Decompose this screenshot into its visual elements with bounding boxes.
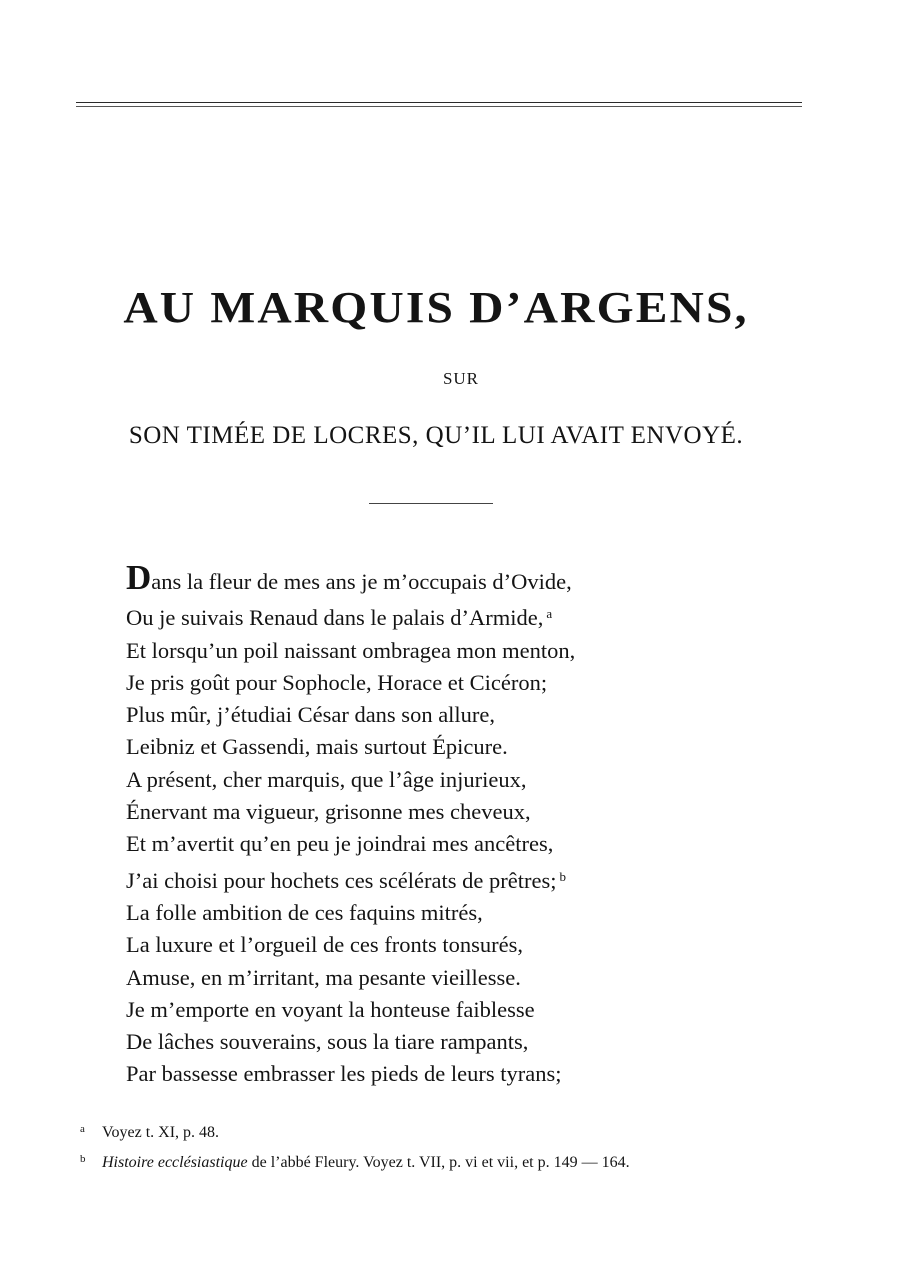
poem-line-text: J’ai choisi pour hochets ces scélérats de prêtres; — [126, 867, 557, 893]
footnote-ref-b[interactable]: b — [559, 868, 566, 884]
poem-line-11: La folle ambition de ces faquins mitrés, — [126, 899, 483, 925]
poem-line-16: Par bassesse embrasser les pieds de leurs tyrans; — [126, 1061, 562, 1087]
footnote-mark-a: a — [80, 1123, 85, 1135]
poem-line-text: Ou je suivais Renaud dans le palais d’Armide, — [126, 605, 544, 631]
footnote-book-title: Histoire ecclésiastique — [102, 1154, 248, 1171]
poem-body — [126, 558, 746, 1091]
poem-line-15: De lâches souverains, sous la tiare rampants, — [126, 1029, 529, 1055]
poem-line-2 — [126, 598, 746, 634]
footnote-mark-b: b — [80, 1153, 86, 1165]
drop-cap: D — [126, 558, 152, 597]
footnote-a — [80, 1116, 840, 1146]
poem-line-3: Et lorsqu’un poil naissant ombragea mon menton, — [126, 637, 576, 663]
footnote-text-a: Voyez t. XI, p. 48. — [102, 1124, 220, 1141]
poem-line-6: Leibniz et Gassendi, mais surtout Épicure. — [126, 734, 508, 760]
footnotes — [80, 1116, 840, 1176]
footnote-b — [80, 1146, 840, 1176]
title-separator-rule — [369, 503, 493, 504]
poem-line-10 — [126, 861, 746, 897]
poem-line-8: Énervant ma vigueur, grisonne mes cheveux, — [126, 799, 531, 825]
page-subtitle: SON TIMÉE DE LOCRES, QU’IL LUI AVAIT ENVOYÉ. — [128, 422, 744, 449]
poem-line-7: A présent, cher marquis, que l’âge injurieux, — [126, 766, 527, 792]
top-rule-line-1 — [76, 102, 802, 103]
poem-line-9: Et m’avertit qu’en peu je joindrai mes ancêtres, — [126, 831, 554, 857]
footnote-text-b: de l’abbé Fleury. Voyez t. VII, p. vi et vii, et p. 149 — 164. — [247, 1154, 630, 1171]
page-title: AU MARQUIS D’ARGENS, — [123, 283, 749, 332]
subtitle-connector: SUR — [442, 369, 480, 388]
poem-line-4: Je pris goût pour Sophocle, Horace et Cicéron; — [126, 669, 548, 695]
poem-line-12: La luxure et l’orgueil de ces fronts tonsurés, — [126, 932, 523, 958]
top-rule-line-2 — [76, 106, 802, 107]
poem-line-5: Plus mûr, j’étudiai César dans son allure, — [126, 702, 496, 728]
top-double-rule — [76, 102, 802, 108]
poem-line-14: Je m’emporte en voyant la honteuse faiblesse — [126, 996, 535, 1022]
poem-line-13: Amuse, en m’irritant, ma pesante vieillesse. — [126, 964, 521, 990]
footnote-ref-a[interactable]: a — [546, 606, 553, 622]
poem-line-text: ans la fleur de mes ans je m’occupais d’Ovide, — [151, 569, 572, 594]
poem-line-1 — [126, 558, 746, 598]
